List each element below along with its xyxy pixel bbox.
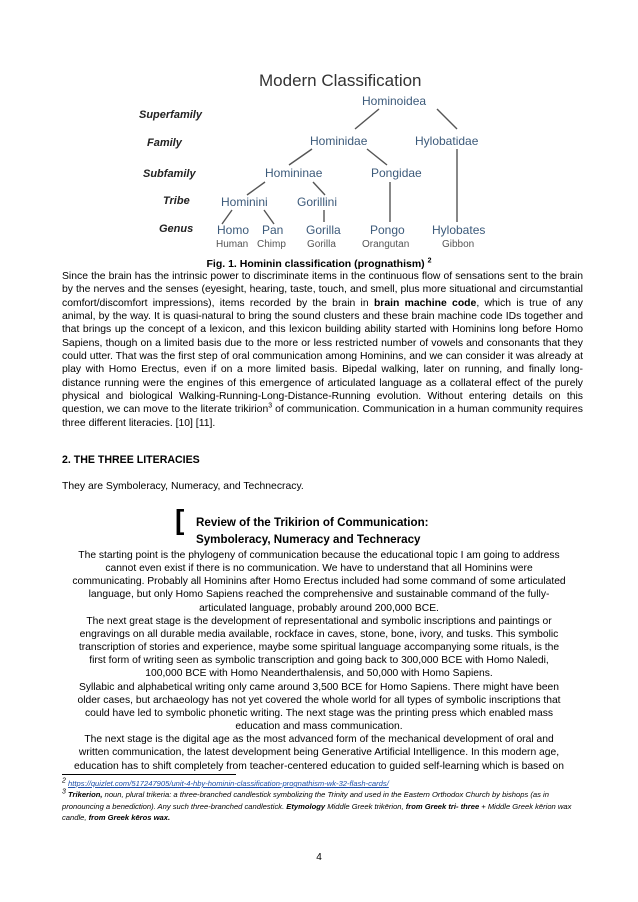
- review-line: first form of writing seen as symbolic transcription and going back to 300,000 BCE with Homo Naledi,: [89, 655, 549, 667]
- review-line: articulated language, probably around 200,000 BCE.: [199, 602, 439, 614]
- footnote-separator: [62, 774, 236, 775]
- node-hominini: Hominini: [221, 195, 268, 209]
- footnote-ref-3[interactable]: 3: [268, 402, 273, 410]
- review-line: The next great stage is the development of representational and symbolic inscriptions and paintings or: [86, 615, 552, 627]
- line-homininae-hominini: [247, 182, 265, 195]
- figure-title: Modern Classification: [259, 71, 422, 90]
- common-gibbon: Gibbon: [442, 239, 475, 250]
- rank-subfamily: Subfamily: [143, 168, 196, 180]
- review-line: cannot even exist if there is no communication. We have to understand that all Hominins were: [105, 563, 533, 575]
- node-gorillini: Gorillini: [297, 195, 338, 209]
- footnote-3-text2: Middle Greek trikērion,: [325, 801, 406, 811]
- footnote-3: [62, 789, 583, 823]
- classification-figure: [137, 64, 503, 257]
- line-hominini-pan: [264, 210, 274, 224]
- page-number: 4: [316, 852, 322, 863]
- review-line: written communication, the latest development being Generative Artificial Intelligence. In this modern age,: [78, 747, 560, 759]
- line-hominidae-homininae: [289, 149, 312, 165]
- line-hominoidea-hylobatidae: [437, 109, 457, 129]
- footnote-2: [62, 778, 583, 789]
- review-line: Syllabic and alphabetical writing only came around 3,500 BCE for Homo Sapiens. There might have been: [78, 681, 560, 693]
- review-line: communicating. Probably all Hominins after Homo Erectus included had some command of some articulated: [72, 576, 566, 588]
- footnotes: [62, 778, 583, 824]
- rank-superfamily: Superfamily: [139, 109, 202, 121]
- review-line: could have led to symbolic phonetic writing. The next stage was the printing press which enabled mass: [84, 707, 553, 719]
- line-homininae-gorillini: [313, 182, 325, 195]
- rank-genus: Genus: [159, 223, 194, 235]
- rank-tribe: Tribe: [163, 195, 190, 207]
- footnote-ref-2[interactable]: 2: [427, 257, 432, 265]
- footnote-3-mark: 3: [62, 788, 66, 796]
- common-human: Human: [216, 239, 249, 250]
- review-title-line2: Symboleracy, Numeracy and Techneracy: [196, 533, 421, 546]
- classification-diagram: [137, 64, 503, 257]
- node-homininae: Homininae: [265, 166, 323, 180]
- line-hominoidea-hominidae: [355, 109, 379, 129]
- review-line: The starting point is the phylogeny of communication because the educational topic I am going to address: [78, 550, 560, 561]
- review-line: transcription of stories and experience, maybe some spiritual language accompanying some rituals, is the: [78, 642, 560, 654]
- footnote-2-mark: 2: [62, 777, 66, 785]
- footnote-3-term: Trikerion,: [68, 790, 103, 800]
- figure-caption-text: Fig. 1. Hominin classification (prognathism): [206, 258, 425, 270]
- genus-homo: Homo: [217, 223, 250, 237]
- review-line: engravings on all durable media available, rockface in caves, stone, bone, ivory, and tusks. This symbolic: [79, 628, 559, 640]
- figure-caption: [0, 258, 638, 270]
- bracket-glyph: [: [175, 504, 185, 535]
- review-line: 100,000 BCE with Homo Neanderthalensis, and 50,000 with Homo Sapiens.: [145, 668, 493, 680]
- para1-bold-term: brain machine code: [373, 297, 477, 309]
- paragraph-brain-lexicon: [62, 270, 583, 430]
- footnote-3-text: noun, plural trikeria: a three-branched candlestick symbolizing the Trinity and used in the Eastern Orthodox Church by bishops (as in pronouncing a benediction). Any such three-branched candlestick.: [62, 790, 549, 811]
- footnote-2-link[interactable]: https://quizlet.com/517247905/unit-4-hby-hominin-classification-prognathism-wk-32-flash-cards/: [68, 779, 389, 788]
- node-hominoidea: Hominoidea: [362, 94, 427, 108]
- footnote-3-greek-tri: from Greek tri- three: [405, 801, 480, 811]
- footnote-3-greek-keros: from Greek kēros wax.: [88, 813, 171, 823]
- genus-hylobates: Hylobates: [432, 223, 486, 237]
- para1-text-c: of communication. Communication in a human community requires three different literacies. [10] [11].: [62, 404, 584, 429]
- genus-gorilla: Gorilla: [306, 223, 341, 237]
- review-title-line1: Review of the Trikirion of Communication:: [196, 516, 429, 529]
- review-line: education has to shift completely from teacher-centered education to guided self-learning which is based on: [74, 760, 564, 772]
- common-chimp: Chimp: [257, 239, 286, 250]
- node-hylobatidae: Hylobatidae: [415, 134, 479, 148]
- common-orangutan: Orangutan: [362, 239, 410, 250]
- node-pongidae: Pongidae: [371, 166, 422, 180]
- paragraph-literacies-list: They are Symboleracy, Numeracy, and Technecracy.: [62, 481, 304, 492]
- review-line: language, but only Homo Sapiens reached the comprehensive and sustainable command of the fully-: [88, 589, 550, 601]
- section-heading-three-literacies: 2. THE THREE LITERACIES: [62, 454, 200, 466]
- review-line: education and mass communication.: [235, 721, 403, 733]
- line-hominidae-pongidae: [367, 149, 387, 165]
- centered-review-text: [56, 549, 582, 773]
- genus-pongo: Pongo: [370, 223, 405, 237]
- footnote-3-text3: + Middle Greek kērion wax candle,: [62, 801, 572, 823]
- review-line: The next stage is the digital age as the most advanced form of the mechanical development of oral and: [84, 734, 554, 746]
- footnote-3-etymology-label: Etymology: [286, 801, 326, 811]
- line-hominini-homo: [222, 210, 232, 224]
- para1-text-a: Since the brain has the intrinsic power to discriminate items in the continuous flow of sensations sent to the brain by the nerves and the senses (eyesight, hearing, taste, touch, and smell, plus more situational and circumstantial comfort/discomfort impressions), items recorded by the brain in: [62, 271, 583, 309]
- node-hominidae: Hominidae: [310, 134, 368, 148]
- rank-family: Family: [147, 137, 182, 149]
- para1-text-b: , which is true of any animal, by the way. It is quasi-natural to bring the sound clusters and these brain machine code IDs together and that brings up the concept of a lexicon, and this lexicon building ability started with Hominins long before Homo Sapiens, though on a limited basis due to the more or less restricted number of vowels and consonants that they could utter. That was the first step of oral communication among Hominins, and we can consider it was already at play with Homo Erectus, even if on a more limited basis. Bipedal walking, later on running, and finally long-distance running were the engines of this emergence of articulated language as a collateral effect of the purely physical and biological Walking-Running-Long-Distance-Running evolution. Without entering details on this question, we can move to the literate trikirion: [62, 297, 583, 416]
- review-line: older cases, but archaeology has not yet covered the whole world for all types of symbolic inscriptions that: [77, 694, 561, 706]
- common-gorilla: Gorilla: [307, 239, 336, 250]
- genus-pan: Pan: [262, 223, 284, 237]
